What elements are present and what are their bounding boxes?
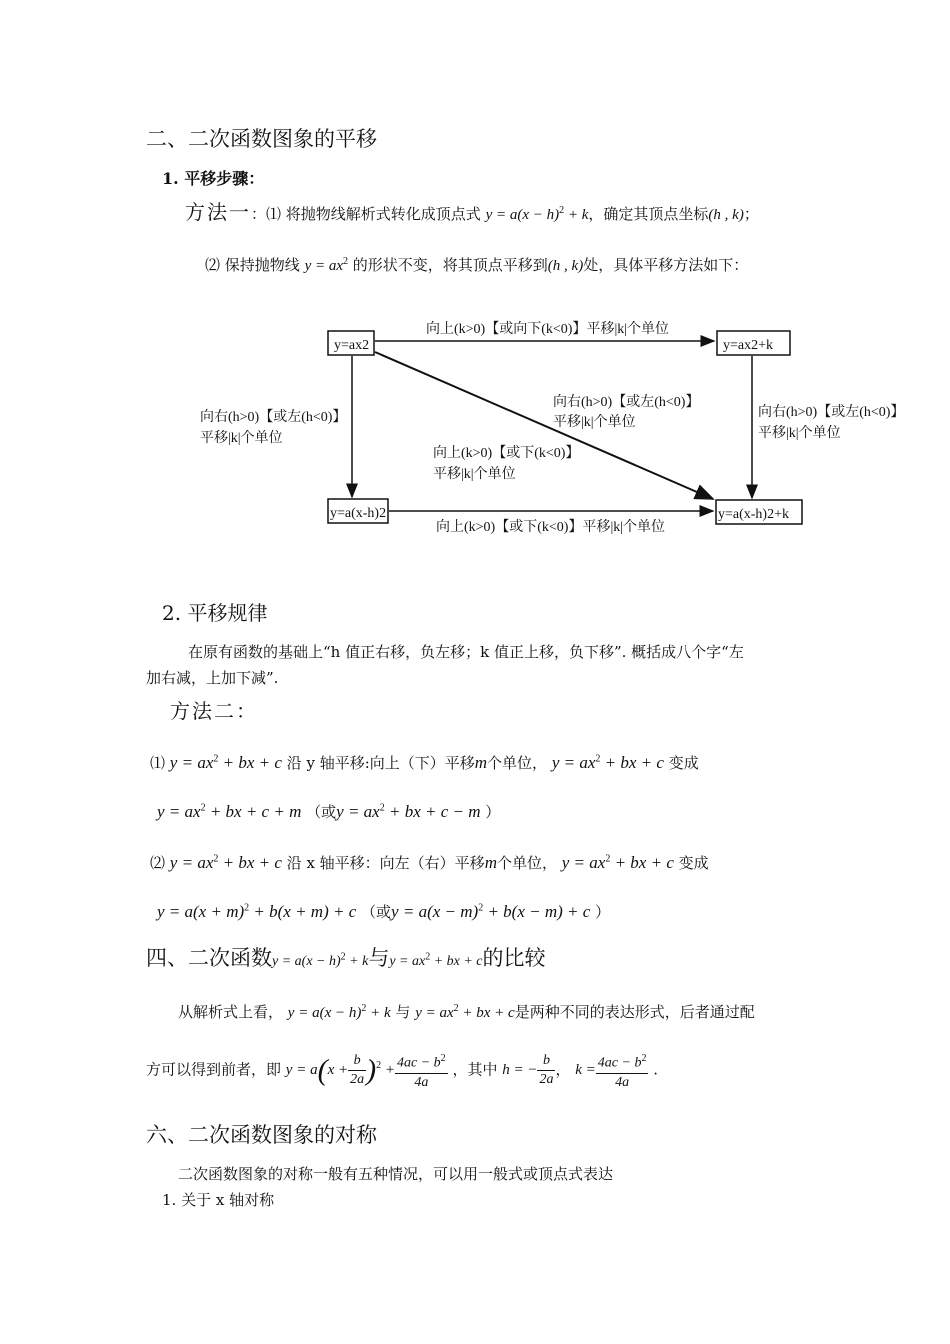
symmetry-item-1: 1. 关于 x 轴对称 <box>162 1191 275 1209</box>
box-bl-text: y=a(x-h)2 <box>330 506 387 521</box>
vertex-coordinate: (h , k) <box>708 207 744 223</box>
step1-title: 1. 平移步骤： <box>162 169 265 188</box>
label-left-1: 向右(h>0)【或左(h<0)】 <box>200 410 347 425</box>
label-arrow-top: 向上(k>0)【或向下(k<0)】平移|k|个单位 <box>426 322 670 337</box>
section-title-compare: 四、二次函数$y = a(x - h)^2 + k$与$y = ax^2$ + bx + c的比较 <box>146 946 546 970</box>
method2-line-2: $y = ax^2$ + bx + c + m （或$y = ax^2$ + bx + c − m ） <box>157 802 501 821</box>
label-diag-4: 平移|k|个单位 <box>433 467 516 482</box>
rule-line-2: 加右减，上加下减”. <box>146 669 279 687</box>
completing-square-formula: y = a(x + $\frac{b}{2a}$ )$^2$ + $\frac{4ac - b^2}{4a}$ <box>286 1062 448 1078</box>
shift-diagram <box>0 0 950 560</box>
step1-item2: ⑵ 保持抛物线 $y = ax^2$ 的形状不变，将其顶点平移到(h , k)处，具体平移方法如下： <box>205 256 749 274</box>
label-left-2: 平移|k|个单位 <box>200 431 283 446</box>
section-title-symmetry: 六、二次函数图象的对称 <box>146 1123 377 1147</box>
basic-parabola-formula: $y = ax^2$ <box>304 256 348 274</box>
box-tl-text: y=ax2 <box>334 338 370 353</box>
section-title-shift: 二、二次函数图象的平移 <box>146 127 377 151</box>
vertex-form-formula: $y = a(x - h)^2 + k$ <box>485 205 589 223</box>
label-diag-1: 向右(h>0)【或左(h<0)】 <box>553 395 700 410</box>
rule-title: 2. 平移规律 <box>162 601 268 625</box>
label-arrow-bottom: 向上(k>0)【或下(k<0)】平移|k|个单位 <box>436 520 666 535</box>
method2-line-4: $y = a(x + m)^2 + b(x + m) + c$ （或$y = a(x - m)^2 + b(x - m) + c$ ） <box>157 902 611 921</box>
step1-item1: 方法一：⑴ 将抛物线解析式转化成顶点式 $y = a(x - h)^2 + k$，确定其顶点坐标(h , k)； <box>185 200 759 224</box>
method1-label: 方法一 <box>185 200 251 224</box>
symmetry-intro: 二次函数图象的对称一般有五种情况，可以用一般式或顶点式表达 <box>178 1165 614 1183</box>
label-diag-3: 向上(k>0)【或下(k<0)】 <box>433 446 580 461</box>
method2-line-3: ⑵ $y = ax^2$ + bx + c 沿 x 轴平移：向左（右）平移m个单位， $y = ax^2$ + bx + c 变成 <box>150 853 709 872</box>
box-br-text: y=a(x-h)2+k <box>718 507 789 522</box>
box-tr-text: y=ax2+k <box>723 338 774 353</box>
method2-line-1: ⑴ $y = ax^2$ + bx + c 沿 y 轴平移:向上（下）平移m个单位， $y = ax^2$ + bx + c 变成 <box>150 753 699 772</box>
arrow-diagonal <box>375 352 713 499</box>
method2-label: 方法二： <box>170 699 258 723</box>
label-right-1: 向右(h>0)【或左(h<0)】 <box>758 405 905 420</box>
label-right-2: 平移|k|个单位 <box>758 426 841 441</box>
compare-para-1: 从解析式上看， $y = a(x - h)^2 + k$ 与 $y = ax^2$ + bx + c是两种不同的表达形式，后者通过配 <box>178 1003 755 1021</box>
rule-line-1: 在原有函数的基础上“h 值正右移，负左移；k 值正上移，负下移”. 概括成八个字“左 <box>188 643 744 661</box>
label-diag-2: 平移|k|个单位 <box>553 415 636 430</box>
compare-para-2: 方可以得到前者，即 y = a(x + $\frac{b}{2a}$ )$^2$ + $\frac{4ac - b^2}{4a}$ ，其中 h = − $\frac{b}{2a}$ ， k = $\frac{4ac - b^2}{4a}$ . <box>146 1050 658 1092</box>
